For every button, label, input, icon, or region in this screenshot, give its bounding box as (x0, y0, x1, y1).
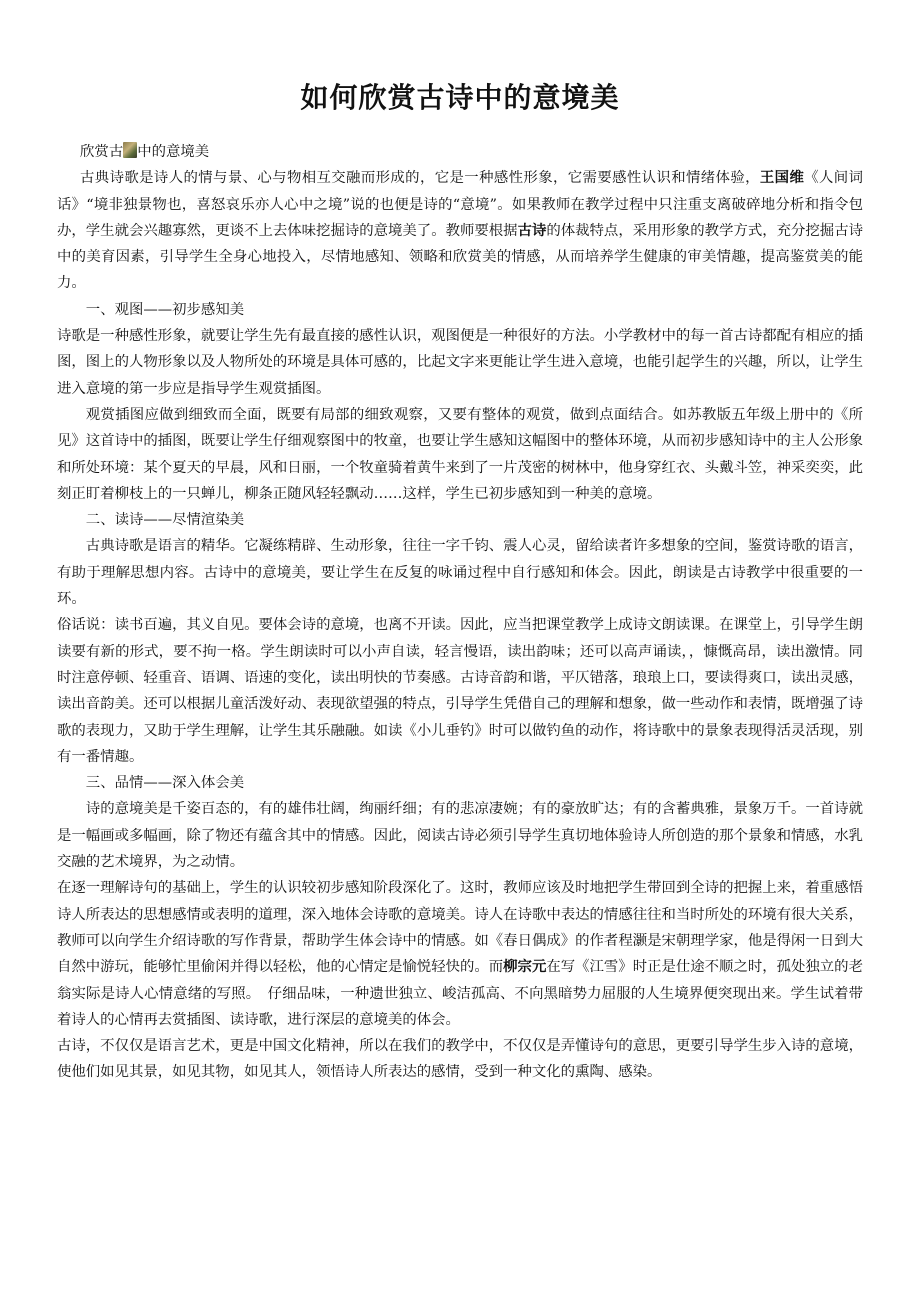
section3-heading: 三、品情——深入体会美 (85, 775, 245, 792)
section3-paragraph-2 (57, 875, 863, 1033)
intro-text-1: 古典诗歌是诗人的情与景、心与物相互交融而形成的，它是一种感性形象，它需要感性认识和情绪体验， (80, 170, 760, 187)
section3-p2-text-a: 在逐一理解诗句的基础上，学生的认识较初步感知阶段深化了。这时，教师应该及时地把学生带回到全诗的把握上来，着重感悟诗人所表达的思想感情或表明的道理，深入地体会诗歌的意境美。诗人在诗歌中表达的情感往往和当时所处的环境有很大关系，教师可以向学生介绍诗歌的写作背景，帮助学生体会诗中的情感。如《春日偶成》的作者程灏是宋朝理学家，他是得闲一日到大自然中游玩，能够忙里偷闲并得以轻松，他的心情定是愉悦轻快的。而 (57, 880, 863, 976)
section1-paragraph-1: 诗歌是一种感性形象，就要让学生先有最直接的感性认识，观图便是一种很好的方法。小学教材中的每一首古诗都配有相应的插图，图上的人物形象以及人物所处的环境是具体可感的，比起文字来更能让学生进入意境，也能引起学生的兴趣，所以，让学生进入意境的第一步应是指导学生观赏插图。 (57, 328, 863, 397)
subtitle-text-before: 欣赏古 (80, 144, 124, 160)
section1-heading: 一、观图——初步感知美 (85, 301, 245, 318)
section3-p2-text-b: 在写《江雪》时正是仕途不顺之时，孤处独立的老翁实际是诗人心情意绪的写照。 仔细品味，一种遗世独立、峻洁孤高、不向黑暗势力屈服的人生境界便突现出来。学生试着带着诗人的心情再去赏插图、读诗歌，进行深层的意境美的体会。 (57, 959, 863, 1028)
intro-text-3: 的体裁特点，采用形象的教学方式，充分挖掘古诗中的美育因素，引导学生全身心地投入，尽情地感知、领略和欣赏美的情感，从而培养学生健康的审美情趣，提高鉴赏美的能力。 (57, 222, 863, 292)
section3-bold-name: 柳宗元 (503, 958, 547, 976)
subtitle (57, 139, 863, 165)
section1-paragraph-2: 观赏插图应做到细致而全面，既要有局部的细致观察，又要有整体的观赏，做到点面结合。如苏教版五年级上册中的《所见》这首诗中的插图，既要让学生仔细观察图中的牧童，也要让学生感知这幅图中的整体环境，从而初步感知诗中的主人公形象和所处环境：某个夏天的早晨，风和日丽，一个牧童骑着黄牛来到了一片茂密的树林中，他身穿红衣、头戴斗笠，神采奕奕，此刻正盯着柳枝上的一只蝉儿，柳条正随风轻轻飘动……这样，学生已初步感知到一种美的意境。 (57, 406, 863, 502)
section2-paragraph-1: 古典诗歌是语言的精华。它凝练精辟、生动形象，往往一字千钧、震人心灵，留给读者许多想象的空间，鉴赏诗歌的语言，有助于理解思想内容。古诗中的意境美，要让学生在反复的咏诵过程中自行感知和体会。因此，朗读是古诗教学中很重要的一环。 (57, 538, 863, 608)
section2-heading: 二、读诗——尽情渲染美 (85, 512, 245, 529)
thumbnail-image (123, 142, 137, 158)
article-body (57, 139, 863, 1086)
intro-text-2: 《人间词话》“境非独景物也，喜怒哀乐亦人心中之境”说的也便是诗的“意境”。如果教师在教学过程中只注重支离破碎地分析和指令包办，学生就会兴趣寡然，更谈不上去体味挖掘诗的意境美了。教师要根据 (57, 170, 863, 239)
section2-paragraph-2: 俗话说：读书百遍，其义自见。要体会诗的意境，也离不开读。因此，应当把课堂教学上成诗文朗读课。在课堂上，引导学生朗读要有新的形式，要不拘一格。学生朗读时可以小声自读，轻言慢语，读出韵味；还可以高声诵读，，慷慨高昂，读出激情。同时注意停顿、轻重音、语调、语速的变化，读出明快的节奏感。古诗音韵和谐，平仄错落，琅琅上口，要读得爽口，读出灵感，读出音韵美。还可以根据儿童活泼好动、表现欲望强的特点，引导学生凭借自己的理解和想象，做一些动作和表情，既增强了诗歌的表现力，又助于学生理解，让学生其乐融融。如读《小儿垂钓》时可以做钓鱼的动作，将诗歌中的景象表现得活灵活现，别有一番情趣。 (57, 617, 863, 765)
subtitle-text-after: 中的意境美 (137, 144, 210, 160)
section3-paragraph-3: 古诗，不仅仅是语言艺术，更是中国文化精神，所以在我们的教学中，不仅仅是弄懂诗句的意思，更要引导学生步入诗的意境，使他们如见其景，如见其物，如见其人，领悟诗人所表达的感情，受到一种文化的熏陶、感染。 (57, 1038, 863, 1081)
intro-bold-name: 王国维 (759, 169, 805, 187)
intro-bold-term: 古诗 (517, 221, 547, 239)
page-title: 如何欣赏古诗中的意境美 (300, 81, 620, 114)
section3-paragraph-1: 诗的意境美是千姿百态的，有的雄伟壮阔，绚丽纤细；有的悲凉凄婉；有的豪放旷达；有的含蓄典雅，景象万千。一首诗就是一幅画或多幅画，除了物还有蕴含其中的情感。因此，阅读古诗必须引导学生真切地体验诗人所创造的那个景象和情感，水乳交融的艺术境界，为之动情。 (57, 801, 863, 871)
intro-paragraph (57, 165, 863, 296)
